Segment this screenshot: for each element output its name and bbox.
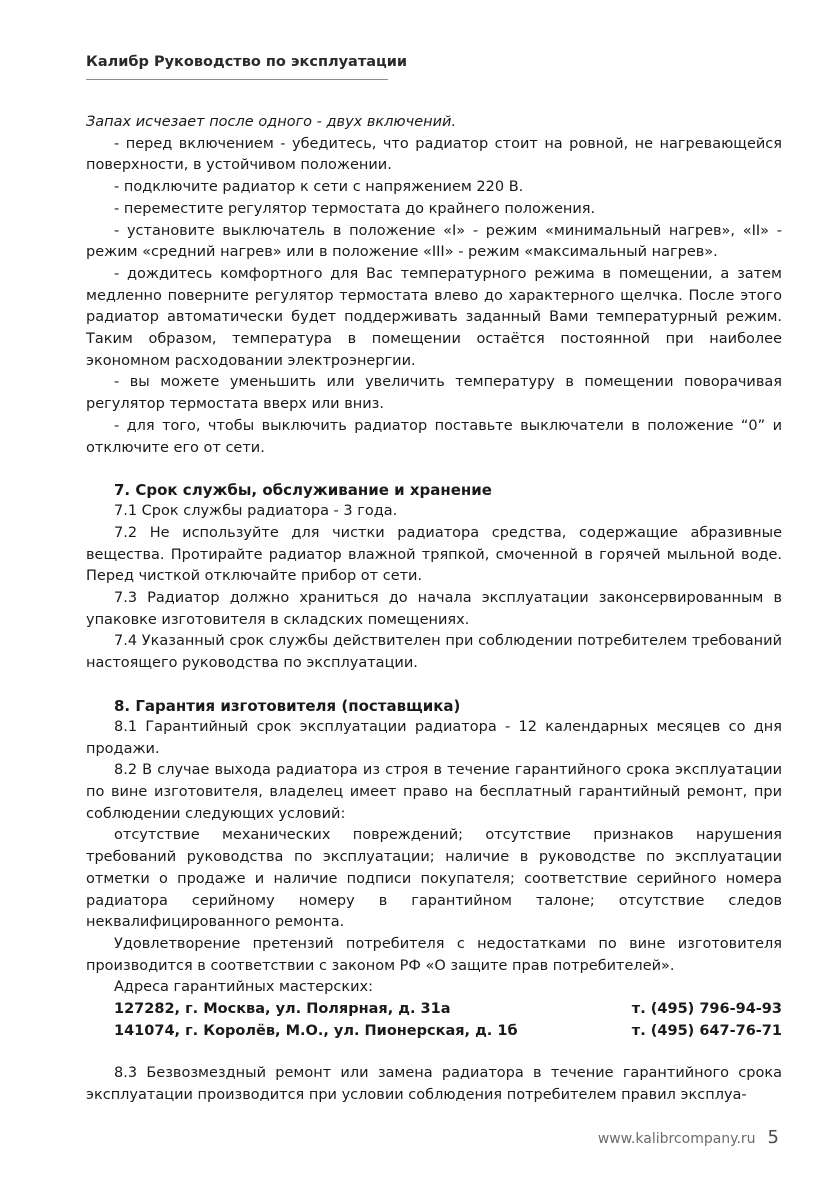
address-row: [86, 999, 782, 1021]
step-2: - подключите радиатор к сети с напряжением 220 В.: [114, 179, 524, 196]
step-3: - переместите регулятор термостата до крайнего положения.: [114, 200, 596, 217]
step-7: - для того, чтобы выключить радиатор поставьте выключатели в положение “0” и отключите его от сети.: [86, 417, 782, 456]
address-text: 141074, г. Королёв, М.О., ул. Пионерская, д. 1б: [114, 1022, 518, 1039]
claims-note: Удовлетворение претензий потребителя с недостатками по вине изготовителя производится в соответствии с законом РФ «О защите прав потребителей».: [86, 935, 782, 974]
address-row: [86, 1021, 782, 1043]
address-text: 127282, г. Москва, ул. Полярная, д. 31а: [114, 1001, 451, 1018]
phone-text: т. (495) 647-76-71: [631, 1022, 782, 1039]
item-7-4: 7.4 Указанный срок службы действителен при соблюдении потребителем требований настоящего руководства по эксплуатации.: [86, 633, 782, 672]
warranty-conditions: отсутствие механических повреждений; отсутствие признаков нарушения требований руководства по эксплуатации; наличие в руководстве по эксплуатации отметки о продаже и наличие подписи покупателя; соответствие серийного номера радиатора серийному номеру в гарантийном талоне; отсутствие следов неквалифицированного ремонта.: [86, 827, 782, 931]
page-header-title: Калибр Руководство по эксплуатации: [86, 54, 408, 70]
item-7-1: 7.1 Срок службы радиатора - 3 года.: [114, 503, 398, 520]
item-8-1: 8.1 Гарантийный срок эксплуатации радиатора - 12 календарных месяцев со дня продажи.: [86, 718, 782, 757]
page-footer: [598, 1127, 779, 1148]
page-content: [86, 112, 782, 1107]
item-8-2: 8.2 В случае выхода радиатора из строя в течение гарантийного срока эксплуатации по вине изготовителя, владелец имеет право на бесплатный гарантийный ремонт, при соблюдении следующих условий:: [86, 762, 782, 822]
section-8-title: 8. Гарантия изготовителя (поставщика): [114, 696, 461, 715]
addresses-label: Адреса гарантийных мастерских:: [114, 979, 374, 996]
phone-text: т. (495) 796-94-93: [631, 1001, 782, 1018]
item-7-2: 7.2 Не используйте для чистки радиатора средства, содержащие абразивные вещества. Протирайте радиатор влажной тряпкой, смоченной в горячей мыльной воде. Перед чисткой отключайте прибор от сети.: [86, 524, 782, 585]
smell-note: Запах исчезает после одного - двух включений.: [86, 114, 457, 130]
section-7-title: 7. Срок службы, обслуживание и хранение: [114, 481, 492, 500]
step-5: - дождитесь комфортного для Вас температурного режима в помещении, а затем медленно поверните регулятор термостата влево до характерного щелчка. После этого радиатор автоматически будет поддерживать заданный Вами температурный режим. Таким образом, температура в помещении остаётся постоянной при наиболее экономном расходовании электроэнергии.: [86, 265, 782, 369]
step-4: - установите выключатель в положение «I» - режим «минимальный нагрев», «II» - режим «средний нагрев» или в положение «III» - режим «максимальный нагрев».: [86, 222, 782, 261]
header-divider: [86, 79, 388, 80]
footer-website: www.kalibrcompany.ru: [597, 1131, 756, 1147]
item-7-3: 7.3 Радиатор должно храниться до начала эксплуатации законсервированным в упаковке изготовителя в складских помещениях.: [86, 590, 782, 628]
item-8-3: 8.3 Безвозмездный ремонт или замена радиатора в течение гарантийного срока эксплуатации производится при условии соблюдения потребителем правил эксплуа-: [86, 1065, 782, 1104]
step-6: - вы можете уменьшить или увеличить температуру в помещении поворачивая регулятор термостата вверх или вниз.: [86, 374, 782, 413]
page-number: 5: [767, 1127, 779, 1148]
step-1: - перед включением - убедитесь, что радиатор стоит на ровной, не нагревающейся поверхности, в устойчивом положении.: [86, 135, 782, 174]
